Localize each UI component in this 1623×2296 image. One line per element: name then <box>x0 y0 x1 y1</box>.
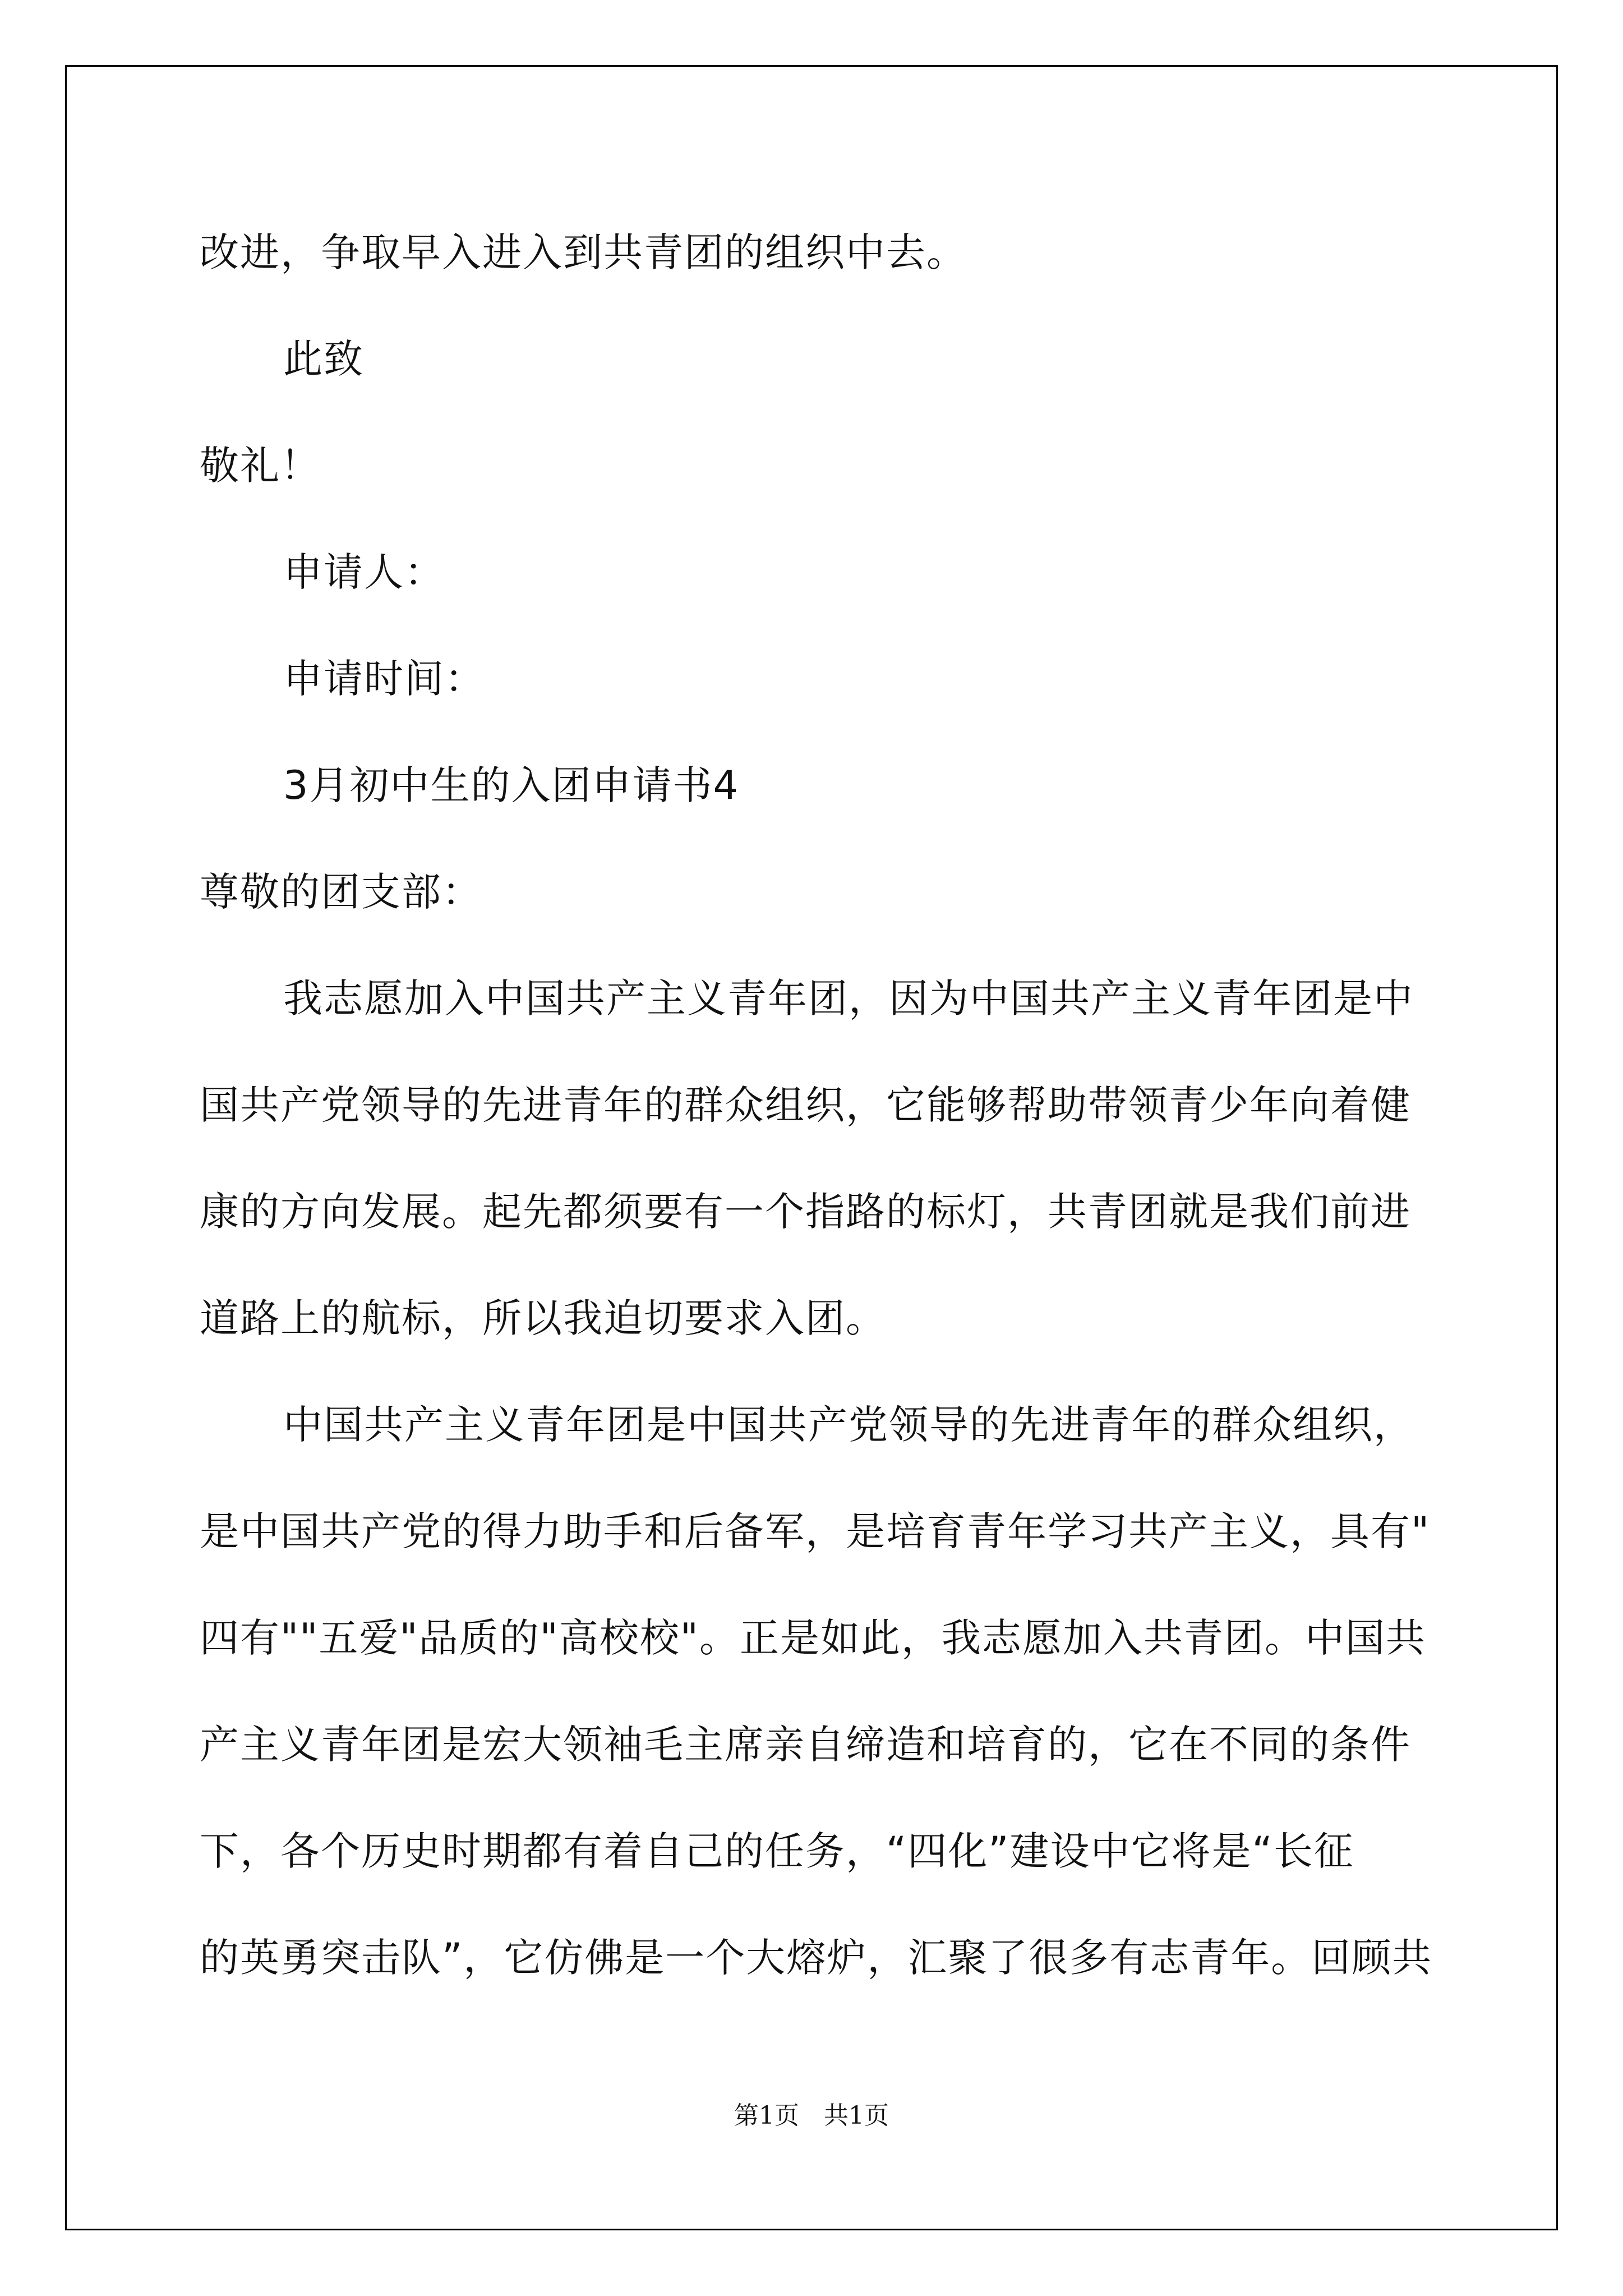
text-line: 改进，争取早入进入到共青团的组织中去。 <box>200 229 967 275</box>
text-line: 国共产党领导的先进青年的群众组织，它能够帮助带领青少年向着健 <box>200 1082 1411 1128</box>
text-line: 3月初中生的入团申请书4 <box>283 762 740 808</box>
text-line: 尊敬的团支部： <box>200 869 482 915</box>
text-line: 我志愿加入中国共产主义青年团，因为中国共产主义青年团是中 <box>283 976 1414 1022</box>
text-line: 产主义青年团是宏大领袖毛主席亲自缔造和培育的，它在不同的条件 <box>200 1722 1411 1768</box>
text-line: 康的方向发展。起先都须要有一个指路的标灯，共青团就是我们前进 <box>200 1189 1411 1235</box>
text-line: 此致 <box>283 336 364 382</box>
text-line: 敬礼！ <box>200 443 321 489</box>
text-line: 中国共产主义青年团是中国共产党领导的先进青年的群众组织， <box>283 1402 1414 1448</box>
text-line: 申请人： <box>283 549 445 595</box>
page-footer: 第1页 共1页 <box>734 2101 889 2130</box>
text-line: 申请时间： <box>283 656 485 702</box>
text-line: 四有""五爱"品质的"高校校"。正是如此，我志愿加入共青团。中国共 <box>200 1615 1426 1661</box>
page-border <box>65 65 1558 2230</box>
text-line: 的英勇突击队”，它仿佛是一个大熔炉，汇聚了很多有志青年。回顾共 <box>200 1935 1433 1981</box>
text-line: 道路上的航标，所以我迫切要求入团。 <box>200 1295 886 1341</box>
text-line: 是中国共产党的得力助手和后备军，是培育青年学习共产主义，具有" <box>200 1508 1431 1554</box>
text-line: 下，各个历史时期都有着自己的任务，“四化”建设中它将是“长征 <box>200 1828 1354 1874</box>
